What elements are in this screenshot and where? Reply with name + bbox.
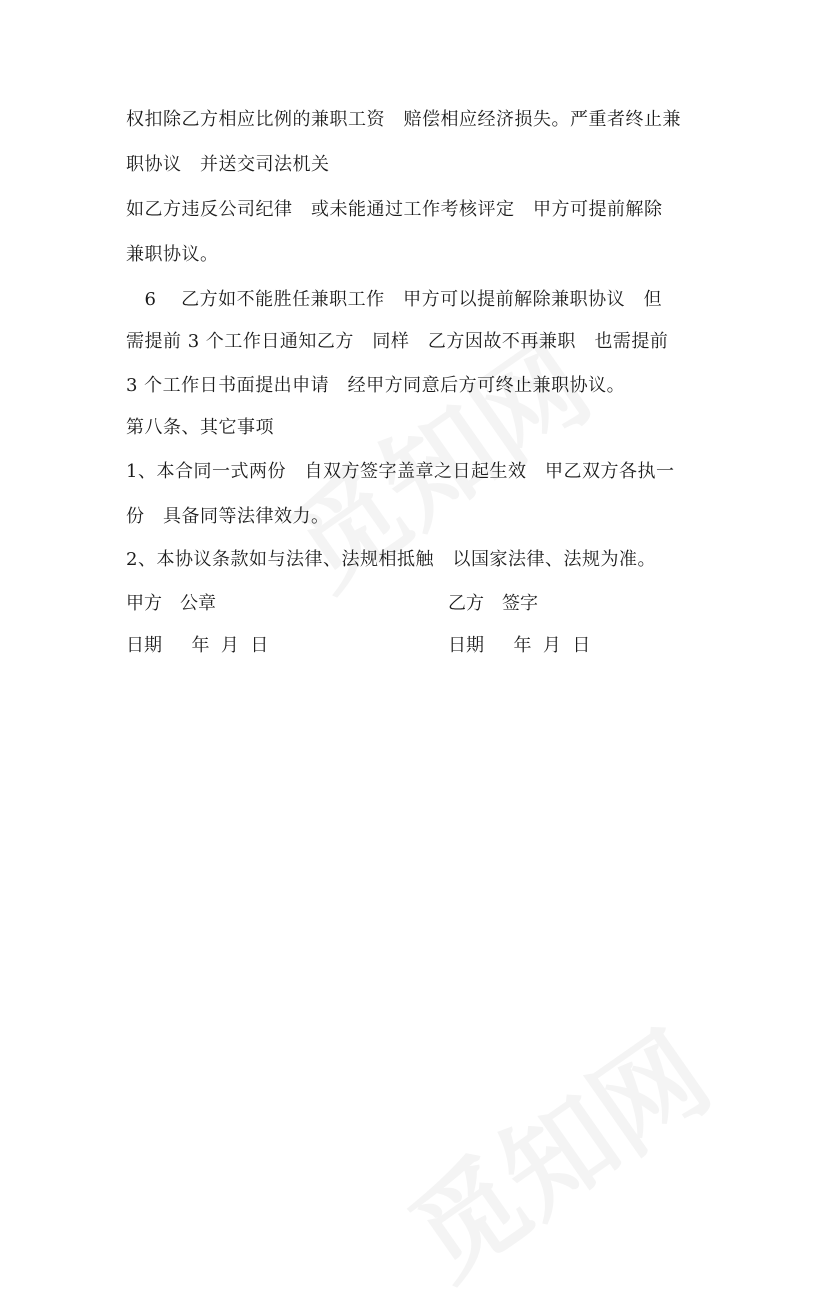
section-heading: 第八条、其它事项 — [126, 417, 274, 438]
paragraph-line: 份 具备同等法律效力。 — [126, 506, 330, 527]
paragraph-line: 职协议 并送交司法机关 — [126, 154, 330, 175]
party-b-signature-label: 乙方 签字 — [448, 593, 538, 614]
party-b-date-label: 日期 年 月 日 — [448, 635, 591, 656]
paragraph-line: 如乙方违反公司纪律 或未能通过工作考核评定 甲方可提前解除 — [126, 199, 663, 220]
paragraph-line: 兼职协议。 — [126, 244, 219, 265]
paragraph-line: 6 乙方如不能胜任兼职工作 甲方可以提前解除兼职协议 但 — [126, 289, 663, 310]
paragraph-line: 3 个工作日书面提出申请 经甲方同意后方可终止兼职协议。 — [126, 375, 626, 396]
party-a-date-label: 日期 年 月 日 — [126, 635, 269, 656]
paragraph-line: 2、本协议条款如与法律、法规相抵触 以国家法律、法规为准。 — [126, 549, 656, 570]
party-a-seal-label: 甲方 公章 — [126, 593, 216, 614]
paragraph-line: 权扣除乙方相应比例的兼职工资 赔偿相应经济损失。严重者终止兼 — [126, 109, 681, 130]
paragraph-line: 需提前 3 个工作日通知乙方 同样 乙方因故不再兼职 也需提前 — [126, 331, 669, 352]
watermark — [375, 990, 736, 1308]
paragraph-line: 1、本合同一式两份 自双方签字盖章之日起生效 甲乙双方各执一 — [126, 461, 675, 482]
